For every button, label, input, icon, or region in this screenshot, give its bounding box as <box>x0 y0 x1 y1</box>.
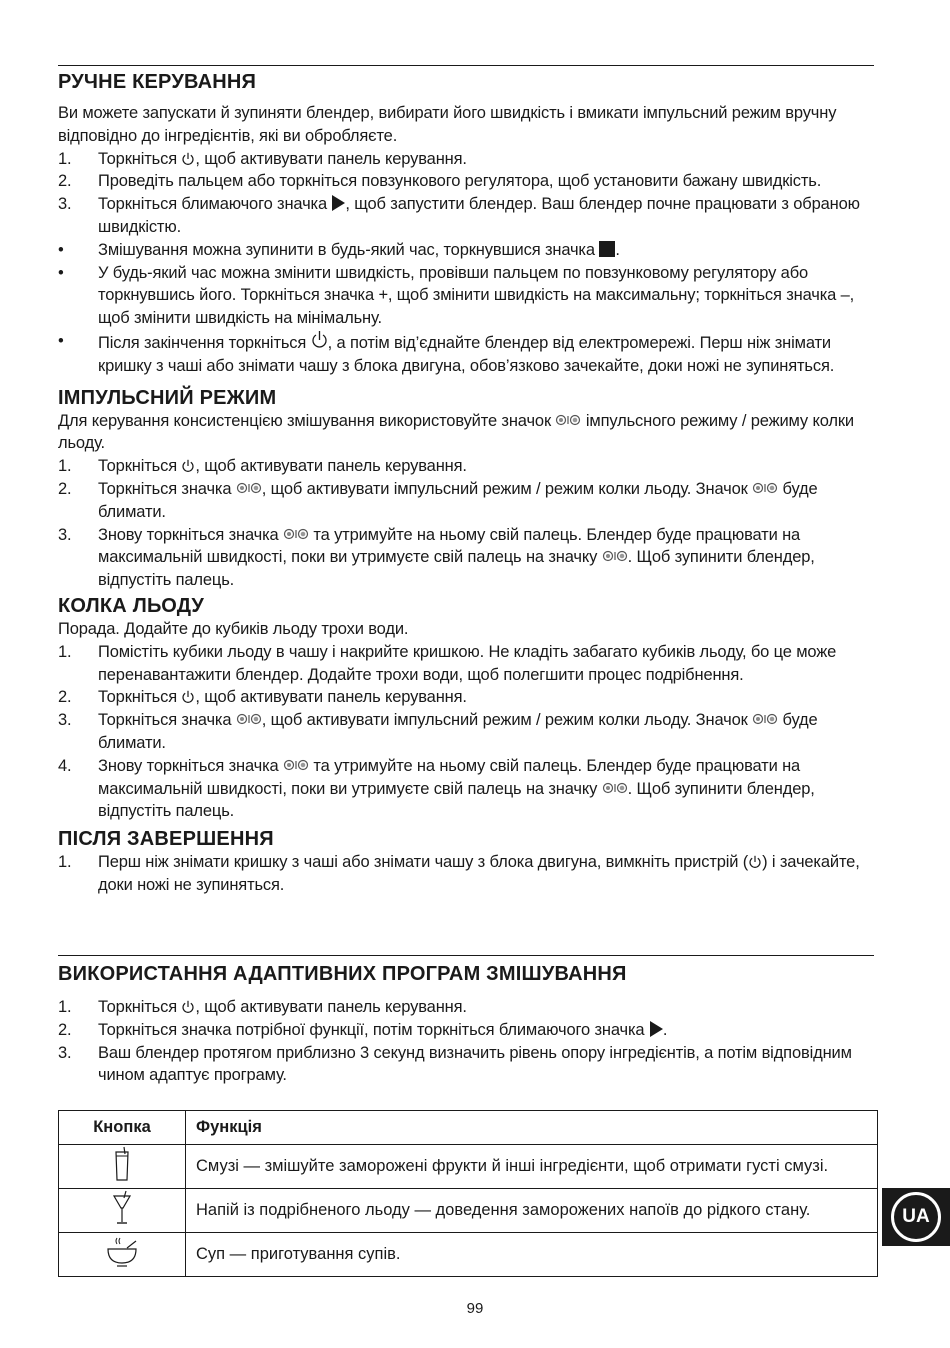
list-item: 1. Торкніться , щоб активувати панель керування. <box>58 998 467 1016</box>
ice-title: КОЛКА ЛЬОДУ <box>58 594 205 617</box>
list-item: 3. Ваш блендер протягом приблизно 3 секунд визначить рівень опору інгредієнтів, а потім відповідним чином адаптує програму. <box>58 1043 852 1085</box>
play-icon <box>331 195 345 211</box>
after-title: ПІСЛЯ ЗАВЕРШЕННЯ <box>58 828 274 851</box>
frozen-drink-icon <box>110 1190 134 1226</box>
pulse-icon <box>555 414 581 426</box>
table-cell: Суп — приготування супів. <box>186 1233 878 1277</box>
section-rule <box>58 955 874 956</box>
language-badge <box>882 1188 950 1246</box>
list-item: 4. Знову торкніться значка та утримуйте на ньому свій палець. Блендер буде працювати на максимальній швидкості, поки ви утримуєте свій палець на значку . Щоб зупинити блендер, відпустіть палець. <box>58 756 815 821</box>
adaptive-section <box>58 962 874 1087</box>
list-item: 3. Торкніться значка , щоб активувати імпульсний режим / режим колки льоду. Значок буде блимати. <box>58 711 818 752</box>
column-header: Функція <box>186 1111 878 1145</box>
list-item: 2. Торкніться значка потрібної функції, потім торкніться блимаючого значка . <box>58 1020 668 1039</box>
power-icon <box>181 1000 195 1014</box>
function-table <box>58 1110 878 1277</box>
power-icon <box>181 152 195 166</box>
table-header <box>59 1111 878 1145</box>
pulse-icon <box>602 550 628 562</box>
column-header: Кнопка <box>59 1111 186 1145</box>
table-row <box>59 1189 878 1233</box>
list-item: 2. Проведіть пальцем або торкніться повзункового регулятора, щоб установити бажану швидкість. <box>58 172 822 191</box>
pulse-icon <box>283 759 309 771</box>
bullet-item: • У будь-який час можна змінити швидкість, провівши пальцем по повзунковому регулятору або торкнувшись його. Торкніться значка +, щоб змінити швидкість на максимальну; торкніться значка –, щоб змінити швидкість на мінімальну. <box>58 263 855 328</box>
pulse-icon <box>752 713 778 725</box>
pulse-title: ІМПУЛЬСНИЙ РЕЖИМ <box>58 386 277 409</box>
power-icon <box>311 330 328 349</box>
list-item: 2. Торкніться значка , щоб активувати імпульсний режим / режим колки льоду. Значок буде блимати. <box>58 479 818 521</box>
manual-intro: Ви можете запускати й зупиняти блендер, вибирати його швидкість і вмикати імпульсний режим вручну відповідно до інгредієнтів, які ви обробляєте. <box>58 104 837 145</box>
list-item: 1. Помістіть кубики льоду в чашу і накрийте кришкою. Не кладіть забагато кубиків льоду, бо це може перенавантажити блендер. Додайте трохи води, щоб полегшити процес подрібнення. <box>58 642 837 684</box>
page-number: 99 <box>466 1300 484 1317</box>
language-badge-label: UA <box>891 1192 941 1242</box>
table-row <box>59 1145 878 1189</box>
table-cell: Напій із подрібненого льоду — доведення заморожених напоїв до рідкого стану. <box>186 1189 878 1233</box>
manual-section: РУЧНЕ КЕРУВАННЯ Ви можете запускати й зупиняти блендер, вибирати його швидкість і вмикати імпульсний режим вручну відповідно до інгредієнтів, які ви обробляєте. 1. Торкніться , щоб активувати панель керування. 2. Проведіть пальцем або торкніться повзункового регулятора, щоб установити бажану швидкість. 3. Торкніться блимаючого значка , щоб запустити блендер. Ваш блендер почне працювати з обраною швидкістю. • Змішування можна зупинити в будь-який час, торкнувшися значка . • У будь-який час можна змінити швидкість, провівши пальцем по повзунковому регулятору або торкнувшись його. Торкніться значка +, щоб змінити швидкість на максимальну; торкніться значка –, щоб змінити швидкість на мінімальну. • Після закінчення торкніться , а потім від’єднайте блендер від електромережі. Перш ніж знімати кришку з чаші або знімати чашу з блока двигуна, обов’язково зачекайте, доки ножі не зупиняться. ІМПУЛЬСНИЙ РЕЖИМ Для керування консистенцією змішування використовуйте значок імпульсного режиму / режиму колки льоду. 1. Торкніться , щоб активувати панель керування. 2. Торкніться значка , щоб активувати імпульсний режим / режим колки льоду. Значок буде блимати. 3. Знову торкніться значка та утримуйте на ньому свій палець. Блендер буде працювати на максимальній швидкості, поки ви утримуєте свій палець на значку . Щоб зупинити блендер, відпустіть палець. КОЛКА ЛЬОДУ Порада. Додайте до кубиків льоду трохи води. 1. Помістіть кубики льоду в чашу і накрийте кришкою. Не кладіть забагато кубиків льоду, бо це може перенавантажити блендер. Додайте трохи води, щоб полегшити процес подрібнення. 2. Торкніться , щоб активувати панель керування. 3. Торкніться значка , щоб активувати імпульсний режим / режим колки льоду. Значок буде блимати. 4. Знову торкніться значка та утримуйте на ньому свій палець. Блендер буде працювати на максимальній швидкості, поки ви утримуєте свій палець на значку . Щоб зупинити блендер, відпустіть палець. ПІСЛЯ ЗАВЕРШЕННЯ 1. Перш ніж знімати кришку з чаші або знімати чашу з блока двигуна, вимкніть пристрій ( ) і зачекайте, доки ножі не зупиняться. <box>58 70 874 897</box>
ice-tip: Порада. Додайте до кубиків льоду трохи води. <box>58 619 409 638</box>
list-item: 2. Торкніться , щоб активувати панель керування. <box>58 688 467 707</box>
power-icon <box>181 690 195 704</box>
smoothie-icon <box>110 1146 134 1182</box>
list-item: 1. Торкніться , щоб активувати панель керування. <box>58 457 467 476</box>
list-item: 1. Торкніться , щоб активувати панель керування. <box>58 149 467 168</box>
pulse-icon <box>283 528 309 540</box>
power-icon <box>748 855 762 869</box>
play-icon <box>649 1021 663 1037</box>
table-row <box>59 1233 878 1277</box>
pulse-icon <box>602 782 628 794</box>
list-item: 3. Знову торкніться значка та утримуйте на ньому свій палець. Блендер буде працювати на максимальній швидкості, поки ви утримуєте свій палець на значку . Щоб зупинити блендер, відпустіть палець. <box>58 525 815 590</box>
list-item: 1. Перш ніж знімати кришку з чаші або знімати чашу з блока двигуна, вимкніть пристрій ( ) і зачекайте, доки ножі не зупиняться. <box>58 853 860 894</box>
pulse-icon <box>752 482 778 494</box>
table-cell: Смузі — змішуйте заморожені фрукти й інші інгредієнти, щоб отримати густі смузі. <box>186 1145 878 1189</box>
bullet-item: • Змішування можна зупинити в будь-який час, торкнувшися значка . <box>58 240 620 259</box>
power-icon <box>181 459 195 473</box>
manual-title: РУЧНЕ КЕРУВАННЯ <box>58 71 257 93</box>
top-rule <box>58 65 874 66</box>
stop-icon <box>599 241 615 257</box>
adaptive-title: ВИКОРИСТАННЯ АДАПТИВНИХ ПРОГРАМ ЗМІШУВАННЯ <box>58 963 627 985</box>
soup-icon <box>105 1235 139 1269</box>
bullet-item: • Після закінчення торкніться , а потім від’єднайте блендер від електромережі. Перш ніж знімати кришку з чаші або знімати чашу з блока двигуна, обов’язково зачекайте, доки ножі не зупиняться. <box>58 331 835 375</box>
list-item: 3. Торкніться блимаючого значка , щоб запустити блендер. Ваш блендер почне працювати з обраною швидкістю. <box>58 195 860 236</box>
pulse-icon <box>236 713 262 725</box>
pulse-icon <box>236 482 262 494</box>
